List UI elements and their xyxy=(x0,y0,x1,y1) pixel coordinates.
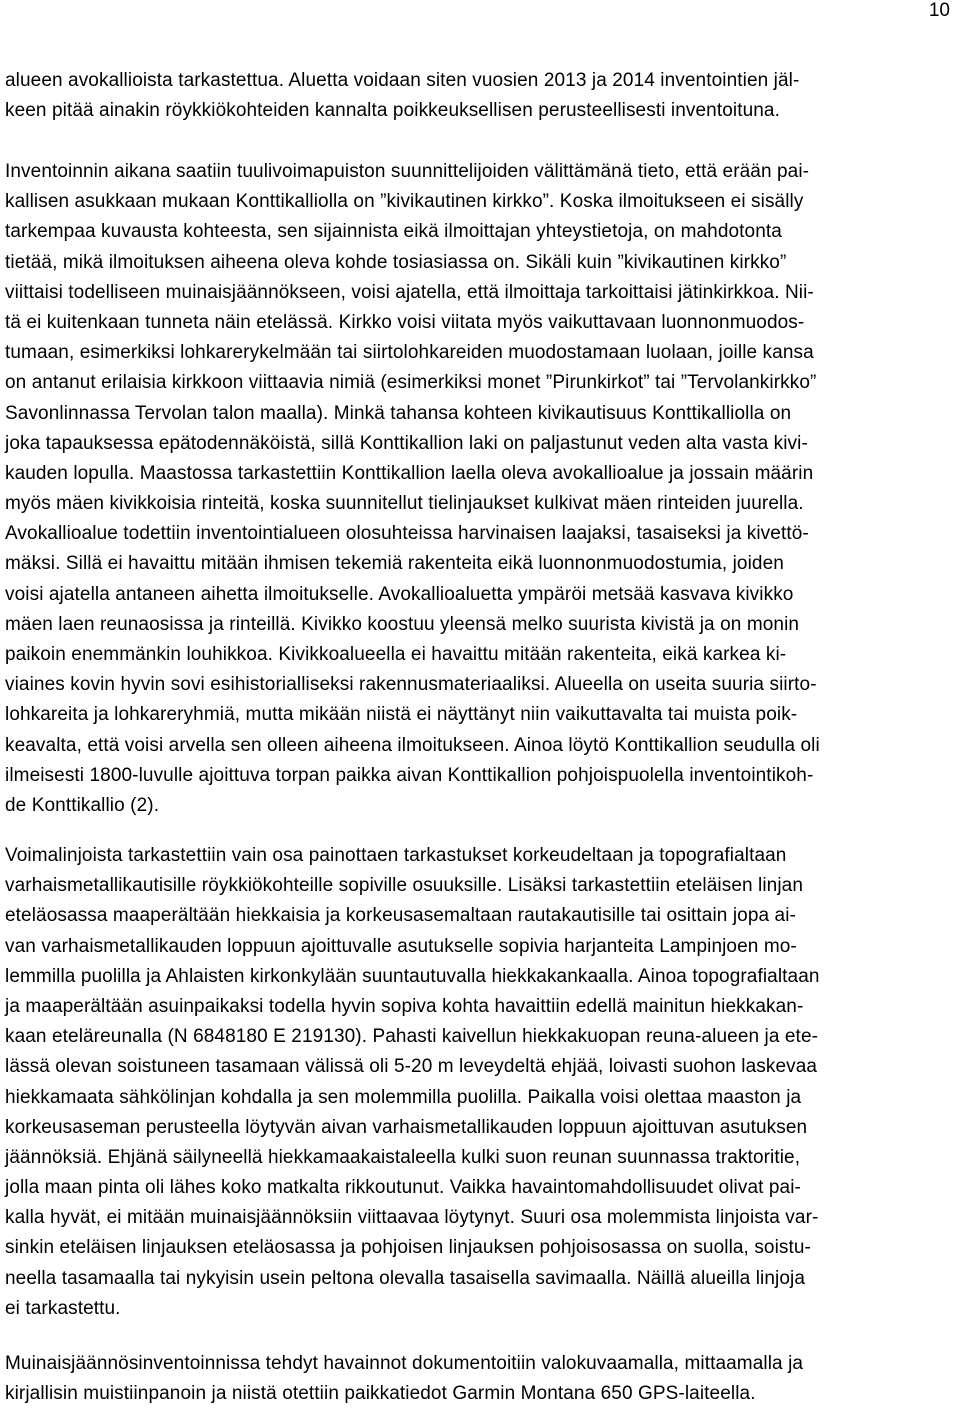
text-line: keen pitää ainakin röykkiökohteiden kannalta poikkeuksellisen perusteellisesti inventoitun​a. xyxy=(5,100,780,122)
text-line: lemmilla puolilla ja Ahlaisten kirkonkylään suuntautuvalla hiekkakankaalla. Ainoa topografialtaan xyxy=(5,965,820,987)
paragraph xyxy=(5,157,955,821)
text-line: on antanut erilaisia kirkkoon viittaavia nimiä (esimerkiksi monet ”Pirunkirkot” tai ”Tervolankirkko” xyxy=(5,372,817,394)
text-line: viittaisi todelliseen muinaisjäännökseen, voisi ajatella, että ilmoittaja tarkoittaisi jätinkirkkoa. Nii- xyxy=(5,281,814,303)
text-line: paikoin enemmänkin louhikkoa. Kivikkoalueella ei havaittu mitään rakenteita, eikä karkea ki- xyxy=(5,644,787,665)
paragraph xyxy=(5,841,955,1324)
text-line: joka tapauksessa epätodennäköistä, sillä Konttikallion laki on paljastunut veden alta vasta kivi- xyxy=(5,432,808,454)
text-line: kauden lopulla. Maastossa tarkastettiin Konttikallion laella oleva avokallioalue ja jossain määrin xyxy=(5,462,814,484)
text-line: ilmeisesti 1800-luvulle ajoittuva torpan paikka aivan Konttikallion pohjoispuolella inventointikoh- xyxy=(5,764,814,786)
text-line: tä ei kuitenkaan tunneta näin etelässä. Kirkko voisi viitata myös vaikuttavaan luonnonmuodos- xyxy=(5,311,805,333)
text-line: de Konttikallio (2). xyxy=(5,794,160,816)
text-line: lohkareita ja lohkareryhmiä, mutta mikään niistä ei näyttänyt niin vaikuttavalta tai muista poik- xyxy=(5,704,798,726)
text-line: Inventoinnin aikana saatiin tuulivoimapuiston suunnittelijoiden välittämänä tieto, että erään pai- xyxy=(5,161,810,182)
text-line: neella tasamaalla tai nykyisin usein peltona olevalla tasaisella savimaalla. Näillä alueilla linjoja xyxy=(5,1267,805,1289)
text-line: Muinaisjäännösinventoinnissa tehdyt havainnot dokumentoitiin valokuvaamalla, mittaamalla ja xyxy=(5,1353,804,1374)
text-line: ei tarkastettu. xyxy=(5,1297,121,1319)
text-line: myös mäen kivikkoisia rinteitä, koska suunnitellut tielinjaukset kulkivat mäen rinteiden juurella. xyxy=(5,493,804,515)
text-line: alueen avokallioista tarkastettua. Aluetta voidaan siten vuosien 2013 ja 2014 inventointien jäl- xyxy=(5,70,800,91)
text-line: eteläosassa maaperältään hiekkaisia ja korkeusasemaltaan rautakautisille tai osittain jopa ai- xyxy=(5,905,796,927)
text-line: hiekkamaata sähkölinjan kohdalla ja sen molemmilla puolilla. Paikalla voisi olettaa maaston ja xyxy=(5,1086,802,1108)
text-line: voisi ajatella antaneen aihetta ilmoitukselle. Avokallioaluetta ympäröi metsää kasvava kivikko xyxy=(5,583,794,605)
text-line: sinkin eteläisen linjauksen eteläosassa ja pohjoisen linjauksen pohjoisosassa on suolla, soistu- xyxy=(5,1237,811,1259)
text-line: Savonlinnassa Tervolan talon maalla). Minkä tahansa kohteen kivikautisuus Konttikalliolla on xyxy=(5,402,792,424)
text-line: lässä olevan soistuneen tasamaan välissä oli 5-20 m leveydeltä ehjää, loivasti suohon laskevaa xyxy=(5,1056,818,1078)
text-line: kirjallisin muistiinpanoin ja niistä otettiin paikkatiedot Garmin Montana 650 GPS-laiteella. xyxy=(5,1383,756,1405)
text-line: kallisen asukkaan mukaan Konttikalliolla on ”kivikautinen kirkko”. Koska ilmoitukseen ei sisälly xyxy=(5,191,804,213)
text-line: korkeusaseman perusteella löytyvän aivan varhaismetallikauden loppuun ajoittuvan asutuksen xyxy=(5,1116,808,1138)
text-line: kaan eteläreunalla (N 6848180 E 219130). Pahasti kaivellun hiekkakuopan reuna-alueen ja ete- xyxy=(5,1026,819,1048)
text-line: mäen laen reunaosissa ja rinteillä. Kivikko koostuu yleensä melko suurista kivistä ja on monin xyxy=(5,613,800,635)
text-line: tarkempaa kuvausta kohteesta, sen sijainnista eikä ilmoittajan yhteystietoja, on mahdotonta xyxy=(5,221,782,243)
text-line: jolla maan pinta oli lähes koko matkalta rikkoutunut. Vaikka havaintomahdollisuudet olivat pai- xyxy=(5,1177,801,1199)
text-line: viaines kovin hyvin sovi esihistorialliseksi rakennusmateriaaliksi. Alueella on useita suuria siirto- xyxy=(5,674,817,696)
page-number: 10 xyxy=(928,0,950,21)
text-line: mäksi. Sillä ei havaittu mitään ihmisen tekemiä rakenteita eikä luonnonmuodostumia, joiden xyxy=(5,553,784,575)
text-line: tietää, mikä ilmoituksen aiheena oleva kohde tosiasiassa on. Sikäli kuin ”kivikautinen kirkko” xyxy=(5,251,787,273)
text-line: tumaan, esimerkiksi lohkarerykelmään tai siirtolohkareiden muodostamaan luolaan, joille kansa xyxy=(5,342,814,364)
text-line: ja maaperältään asuinpaikaksi todella hyvin sopiva kohta havaittiin edellä mainitun hiekkakan- xyxy=(5,995,804,1017)
paragraph xyxy=(5,66,955,126)
text-line: varhaismetallikautisille röykkiökohteille sopiville osuuksille. Lisäksi tarkastettiin eteläisen linjan xyxy=(5,875,804,897)
text-line: Avokallioalue todettiin inventointialueen olosuhteissa harvinaisen laajaksi, tasaiseksi ja kivettö- xyxy=(5,523,809,545)
text-line: jäännöksiä. Ehjänä säilyneellä hiekkamaakaistaleella kulki suon reunan suunnassa traktoritie, xyxy=(5,1146,801,1168)
text-line: van varhaismetallikauden loppuun ajoittuvalle asutukselle sopivia harjanteita Lampinjoen mo- xyxy=(5,935,797,957)
text-line: kalla hyvät, ei mitään muinaisjäännöksiin viittaavaa löytynyt. Suuri osa molemmista linjoista var- xyxy=(5,1207,819,1229)
text-line: Voimalinjoista tarkastettiin vain osa painottaen tarkastukset korkeudeltaan ja topografialtaan xyxy=(5,845,787,866)
paragraph xyxy=(5,1349,955,1409)
text-line: keavalta, että voisi arvella sen olleen aiheena ilmoitukseen. Ainoa löytö Konttikallion seudulla oli xyxy=(5,734,820,756)
